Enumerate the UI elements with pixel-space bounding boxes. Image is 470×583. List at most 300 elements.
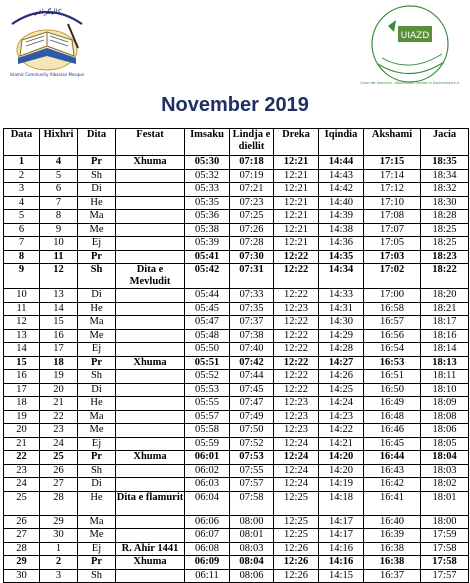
- cell-data: 26: [4, 515, 40, 529]
- cell-dreka: 12:21: [274, 183, 319, 197]
- cell-iqindia: 14:26: [319, 370, 364, 384]
- cell-dita: Sh: [78, 169, 116, 183]
- cell-iqindia: 14:27: [319, 356, 364, 370]
- cell-dreka: 12:25: [274, 491, 319, 515]
- table-row: [4, 156, 469, 170]
- cell-imsaku: 05:32: [185, 169, 230, 183]
- mosque-logo: [4, 2, 90, 84]
- cell-data: 28: [4, 542, 40, 556]
- cell-imsaku: 06:11: [185, 569, 230, 583]
- cell-hixhri: 6: [40, 183, 78, 197]
- cell-akshami: 16:46: [364, 424, 421, 438]
- cell-hixhri: 18: [40, 356, 78, 370]
- cell-dita: Di: [78, 383, 116, 397]
- cell-festat: [116, 250, 185, 264]
- cell-festat: Dita e flamurit: [116, 491, 185, 515]
- cell-akshami: 16:38: [364, 556, 421, 570]
- cell-data: 4: [4, 196, 40, 210]
- cell-jacia: 18:30: [421, 196, 469, 210]
- cell-jacia: 18:09: [421, 397, 469, 411]
- cell-dita: Sh: [78, 264, 116, 289]
- cell-akshami: 16:37: [364, 569, 421, 583]
- cell-festat: [116, 169, 185, 183]
- cell-iqindia: 14:22: [319, 424, 364, 438]
- cell-data: 20: [4, 424, 40, 438]
- cell-data: 22: [4, 451, 40, 465]
- cell-iqindia: 14:44: [319, 156, 364, 170]
- cell-lindja: 07:40: [230, 343, 274, 357]
- cell-lindja: 07:58: [230, 491, 274, 515]
- cell-akshami: 16:58: [364, 302, 421, 316]
- cell-festat: [116, 529, 185, 543]
- cell-hixhri: 23: [40, 424, 78, 438]
- cell-imsaku: 05:42: [185, 264, 230, 289]
- cell-jacia: 18:25: [421, 237, 469, 251]
- cell-dreka: 12:22: [274, 289, 319, 303]
- cell-data: 15: [4, 356, 40, 370]
- svg-text:Islamic Community Albanian Mos: Islamic Community Albanian Mosque: [10, 72, 84, 77]
- cell-akshami: 16:51: [364, 370, 421, 384]
- cell-lindja: 07:52: [230, 437, 274, 451]
- cell-akshami: 17:03: [364, 250, 421, 264]
- cell-festat: [116, 437, 185, 451]
- cell-dita: Me: [78, 529, 116, 543]
- cell-festat: [116, 464, 185, 478]
- table-row: [4, 491, 469, 515]
- cell-data: 7: [4, 237, 40, 251]
- cell-jacia: 18:01: [421, 491, 469, 515]
- cell-data: 8: [4, 250, 40, 264]
- cell-jacia: 18:23: [421, 250, 469, 264]
- cell-imsaku: 05:53: [185, 383, 230, 397]
- cell-festat: [116, 424, 185, 438]
- cell-dreka: 12:22: [274, 383, 319, 397]
- cell-dreka: 12:23: [274, 397, 319, 411]
- cell-jacia: 18:22: [421, 264, 469, 289]
- cell-iqindia: 14:16: [319, 556, 364, 570]
- cell-lindja: 07:35: [230, 302, 274, 316]
- cell-hixhri: 8: [40, 210, 78, 224]
- cell-dita: Ej: [78, 542, 116, 556]
- cell-akshami: 16:45: [364, 437, 421, 451]
- cell-lindja: 07:50: [230, 424, 274, 438]
- column-header-iqindia: Iqindia: [319, 129, 364, 156]
- table-row: [4, 529, 469, 543]
- cell-imsaku: 06:03: [185, 478, 230, 492]
- cell-hixhri: 28: [40, 491, 78, 515]
- cell-jacia: 18:17: [421, 316, 469, 330]
- cell-jacia: 17:58: [421, 556, 469, 570]
- cell-dreka: 12:22: [274, 370, 319, 384]
- cell-imsaku: 05:47: [185, 316, 230, 330]
- cell-data: 19: [4, 410, 40, 424]
- cell-festat: Xhuma: [116, 156, 185, 170]
- svg-text:UIAZD: UIAZD: [400, 31, 430, 41]
- cell-hixhri: 1: [40, 542, 78, 556]
- cell-data: 1: [4, 156, 40, 170]
- cell-imsaku: 05:58: [185, 424, 230, 438]
- cell-jacia: 18:02: [421, 478, 469, 492]
- cell-lindja: 07:25: [230, 210, 274, 224]
- cell-imsaku: 06:09: [185, 556, 230, 570]
- cell-akshami: 17:10: [364, 196, 421, 210]
- cell-hixhri: 19: [40, 370, 78, 384]
- cell-hixhri: 5: [40, 169, 78, 183]
- cell-dita: Sh: [78, 569, 116, 583]
- cell-data: 10: [4, 289, 40, 303]
- cell-iqindia: 14:34: [319, 264, 364, 289]
- cell-lindja: 07:38: [230, 329, 274, 343]
- cell-dita: Pr: [78, 556, 116, 570]
- cell-jacia: 17:58: [421, 542, 469, 556]
- cell-lindja: 08:03: [230, 542, 274, 556]
- cell-jacia: 18:13: [421, 356, 469, 370]
- cell-festat: [116, 569, 185, 583]
- cell-imsaku: 05:48: [185, 329, 230, 343]
- cell-hixhri: 16: [40, 329, 78, 343]
- cell-lindja: 07:21: [230, 183, 274, 197]
- cell-iqindia: 14:24: [319, 397, 364, 411]
- cell-imsaku: 05:35: [185, 196, 230, 210]
- cell-iqindia: 14:39: [319, 210, 364, 224]
- table-row: [4, 250, 469, 264]
- cell-dita: Ej: [78, 237, 116, 251]
- cell-data: 9: [4, 264, 40, 289]
- cell-dita: Pr: [78, 156, 116, 170]
- table-row: [4, 464, 469, 478]
- cell-lindja: 08:06: [230, 569, 274, 583]
- cell-dita: Ej: [78, 437, 116, 451]
- cell-dita: He: [78, 397, 116, 411]
- cell-dreka: 12:26: [274, 556, 319, 570]
- cell-festat: [116, 196, 185, 210]
- cell-dreka: 12:21: [274, 169, 319, 183]
- cell-dreka: 12:21: [274, 156, 319, 170]
- cell-lindja: 07:47: [230, 397, 274, 411]
- cell-jacia: 18:21: [421, 302, 469, 316]
- column-header-akshami: Akshami: [364, 129, 421, 156]
- column-header-data: Data: [4, 129, 40, 156]
- cell-data: 6: [4, 223, 40, 237]
- cell-jacia: 18:34: [421, 169, 469, 183]
- table-row: [4, 383, 469, 397]
- cell-festat: R. Ahir 1441: [116, 542, 185, 556]
- cell-hixhri: 25: [40, 451, 78, 465]
- cell-dreka: 12:21: [274, 237, 319, 251]
- table-row: [4, 196, 469, 210]
- cell-lindja: 07:44: [230, 370, 274, 384]
- cell-hixhri: 29: [40, 515, 78, 529]
- cell-lindja: 07:53: [230, 451, 274, 465]
- cell-imsaku: 06:01: [185, 451, 230, 465]
- cell-jacia: 18:35: [421, 156, 469, 170]
- table-row: [4, 356, 469, 370]
- cell-dita: He: [78, 196, 116, 210]
- cell-dreka: 12:23: [274, 410, 319, 424]
- table-row: [4, 210, 469, 224]
- cell-lindja: 07:31: [230, 264, 274, 289]
- cell-lindja: 07:57: [230, 478, 274, 492]
- cell-jacia: 18:06: [421, 424, 469, 438]
- cell-festat: [116, 478, 185, 492]
- cell-festat: [116, 316, 185, 330]
- cell-akshami: 16:53: [364, 356, 421, 370]
- cell-lindja: 07:33: [230, 289, 274, 303]
- cell-data: 12: [4, 316, 40, 330]
- cell-iqindia: 14:42: [319, 183, 364, 197]
- cell-data: 23: [4, 464, 40, 478]
- cell-festat: [116, 302, 185, 316]
- cell-lindja: 07:19: [230, 169, 274, 183]
- cell-dreka: 12:22: [274, 329, 319, 343]
- cell-akshami: 17:02: [364, 264, 421, 289]
- cell-imsaku: 05:50: [185, 343, 230, 357]
- column-header-dreka: Dreka: [274, 129, 319, 156]
- cell-dita: Di: [78, 478, 116, 492]
- cell-akshami: 17:05: [364, 237, 421, 251]
- cell-dita: He: [78, 302, 116, 316]
- cell-dreka: 12:24: [274, 478, 319, 492]
- table-row: [4, 410, 469, 424]
- cell-iqindia: 14:33: [319, 289, 364, 303]
- cell-dreka: 12:23: [274, 302, 319, 316]
- cell-akshami: 16:39: [364, 529, 421, 543]
- cell-lindja: 07:28: [230, 237, 274, 251]
- cell-dreka: 12:23: [274, 424, 319, 438]
- cell-iqindia: 14:43: [319, 169, 364, 183]
- cell-hixhri: 27: [40, 478, 78, 492]
- cell-festat: Xhuma: [116, 556, 185, 570]
- cell-akshami: 17:15: [364, 156, 421, 170]
- cell-akshami: 16:41: [364, 491, 421, 515]
- svg-text:Union der Islamisch - Albanisc: Union der Islamisch - Albanischen Zentren in Deutschland e.V.: [360, 81, 460, 85]
- cell-dreka: 12:24: [274, 451, 319, 465]
- table-row: [4, 515, 469, 529]
- cell-iqindia: 14:18: [319, 491, 364, 515]
- cell-imsaku: 05:51: [185, 356, 230, 370]
- cell-dita: Me: [78, 223, 116, 237]
- cell-akshami: 16:57: [364, 316, 421, 330]
- cell-dreka: 12:22: [274, 250, 319, 264]
- cell-hixhri: 17: [40, 343, 78, 357]
- column-header-imsaku: Imsaku: [185, 129, 230, 156]
- table-row: [4, 316, 469, 330]
- cell-jacia: 18:25: [421, 223, 469, 237]
- cell-jacia: 18:32: [421, 183, 469, 197]
- cell-iqindia: 14:15: [319, 569, 364, 583]
- cell-data: 13: [4, 329, 40, 343]
- cell-iqindia: 14:16: [319, 542, 364, 556]
- cell-data: 18: [4, 397, 40, 411]
- cell-festat: [116, 383, 185, 397]
- uiazd-logo: [352, 2, 464, 86]
- cell-iqindia: 14:35: [319, 250, 364, 264]
- cell-festat: [116, 329, 185, 343]
- cell-hixhri: 20: [40, 383, 78, 397]
- cell-imsaku: 05:52: [185, 370, 230, 384]
- cell-lindja: 07:23: [230, 196, 274, 210]
- cell-jacia: 18:03: [421, 464, 469, 478]
- cell-data: 30: [4, 569, 40, 583]
- cell-imsaku: 05:38: [185, 223, 230, 237]
- cell-data: 29: [4, 556, 40, 570]
- cell-festat: [116, 183, 185, 197]
- table-row: [4, 237, 469, 251]
- cell-dreka: 12:26: [274, 542, 319, 556]
- cell-dreka: 12:21: [274, 223, 319, 237]
- table-row: [4, 343, 469, 357]
- cell-jacia: 18:20: [421, 289, 469, 303]
- cell-festat: Xhuma: [116, 451, 185, 465]
- cell-iqindia: 14:23: [319, 410, 364, 424]
- cell-dita: Pr: [78, 250, 116, 264]
- cell-dita: Pr: [78, 356, 116, 370]
- cell-festat: [116, 515, 185, 529]
- cell-dreka: 12:24: [274, 437, 319, 451]
- cell-data: 25: [4, 491, 40, 515]
- table-row: [4, 289, 469, 303]
- cell-dreka: 12:22: [274, 356, 319, 370]
- cell-dreka: 12:21: [274, 210, 319, 224]
- cell-lindja: 07:37: [230, 316, 274, 330]
- cell-iqindia: 14:40: [319, 196, 364, 210]
- cell-imsaku: 06:08: [185, 542, 230, 556]
- cell-akshami: 17:00: [364, 289, 421, 303]
- cell-hixhri: 15: [40, 316, 78, 330]
- cell-data: 3: [4, 183, 40, 197]
- prayer-times-table: [3, 128, 469, 583]
- cell-lindja: 08:00: [230, 515, 274, 529]
- cell-akshami: 17:12: [364, 183, 421, 197]
- cell-hixhri: 14: [40, 302, 78, 316]
- cell-dita: Me: [78, 329, 116, 343]
- cell-akshami: 16:42: [364, 478, 421, 492]
- cell-hixhri: 30: [40, 529, 78, 543]
- cell-festat: [116, 223, 185, 237]
- cell-festat: Xhuma: [116, 356, 185, 370]
- page-title: November 2019: [161, 94, 309, 116]
- cell-jacia: 18:05: [421, 437, 469, 451]
- cell-festat: [116, 210, 185, 224]
- cell-jacia: 17:57: [421, 569, 469, 583]
- cell-dita: Sh: [78, 370, 116, 384]
- cell-lindja: 07:49: [230, 410, 274, 424]
- cell-akshami: 17:07: [364, 223, 421, 237]
- cell-dita: Di: [78, 289, 116, 303]
- cell-imsaku: 05:45: [185, 302, 230, 316]
- cell-data: 2: [4, 169, 40, 183]
- cell-data: 16: [4, 370, 40, 384]
- table-header-row: [4, 129, 469, 156]
- cell-lindja: 07:30: [230, 250, 274, 264]
- cell-jacia: 18:11: [421, 370, 469, 384]
- cell-festat: [116, 343, 185, 357]
- cell-hixhri: 4: [40, 156, 78, 170]
- cell-dita: Me: [78, 424, 116, 438]
- cell-iqindia: 14:36: [319, 237, 364, 251]
- cell-hixhri: 13: [40, 289, 78, 303]
- column-header-jacia: Jacia: [421, 129, 469, 156]
- logo-left-calligraphy: ﻛﺎﻟﻴﮕﺮاﻓﻲ: [32, 8, 62, 16]
- cell-imsaku: 05:57: [185, 410, 230, 424]
- cell-iqindia: 14:20: [319, 464, 364, 478]
- cell-festat: [116, 370, 185, 384]
- cell-hixhri: 2: [40, 556, 78, 570]
- cell-iqindia: 14:17: [319, 515, 364, 529]
- cell-jacia: 18:10: [421, 383, 469, 397]
- cell-festat: Dita e Mevludit: [116, 264, 185, 289]
- table-row: [4, 569, 469, 583]
- cell-imsaku: 06:07: [185, 529, 230, 543]
- cell-hixhri: 3: [40, 569, 78, 583]
- cell-jacia: 18:04: [421, 451, 469, 465]
- cell-hixhri: 21: [40, 397, 78, 411]
- cell-imsaku: 06:06: [185, 515, 230, 529]
- cell-dreka: 12:26: [274, 569, 319, 583]
- cell-iqindia: 14:31: [319, 302, 364, 316]
- table-row: [4, 451, 469, 465]
- table-row: [4, 424, 469, 438]
- table-row: [4, 264, 469, 289]
- cell-akshami: 17:08: [364, 210, 421, 224]
- cell-akshami: 16:43: [364, 464, 421, 478]
- cell-imsaku: 05:59: [185, 437, 230, 451]
- cell-akshami: 17:14: [364, 169, 421, 183]
- cell-akshami: 16:40: [364, 515, 421, 529]
- cell-jacia: 17:59: [421, 529, 469, 543]
- cell-akshami: 16:54: [364, 343, 421, 357]
- cell-hixhri: 10: [40, 237, 78, 251]
- cell-data: 24: [4, 478, 40, 492]
- cell-imsaku: 05:44: [185, 289, 230, 303]
- cell-jacia: 18:14: [421, 343, 469, 357]
- table-row: [4, 329, 469, 343]
- cell-jacia: 18:08: [421, 410, 469, 424]
- table-row: [4, 223, 469, 237]
- cell-dreka: 12:25: [274, 529, 319, 543]
- cell-festat: [116, 397, 185, 411]
- cell-data: 5: [4, 210, 40, 224]
- table-row: [4, 397, 469, 411]
- cell-imsaku: 05:36: [185, 210, 230, 224]
- column-header-hixhri: Hixhri: [40, 129, 78, 156]
- cell-data: 14: [4, 343, 40, 357]
- cell-hixhri: 11: [40, 250, 78, 264]
- cell-lindja: 08:04: [230, 556, 274, 570]
- cell-dita: Ej: [78, 343, 116, 357]
- table-row: [4, 169, 469, 183]
- cell-dreka: 12:24: [274, 464, 319, 478]
- cell-akshami: 16:44: [364, 451, 421, 465]
- cell-lindja: 07:18: [230, 156, 274, 170]
- table-row: [4, 556, 469, 570]
- cell-iqindia: 14:28: [319, 343, 364, 357]
- table-row: [4, 183, 469, 197]
- cell-dita: He: [78, 491, 116, 515]
- cell-iqindia: 14:29: [319, 329, 364, 343]
- cell-data: 27: [4, 529, 40, 543]
- table-row: [4, 437, 469, 451]
- cell-lindja: 08:01: [230, 529, 274, 543]
- cell-akshami: 16:48: [364, 410, 421, 424]
- cell-imsaku: 06:04: [185, 491, 230, 515]
- table-row: [4, 370, 469, 384]
- cell-dita: Di: [78, 183, 116, 197]
- cell-festat: [116, 237, 185, 251]
- column-header-lindja: Lindja e diellit: [230, 129, 274, 156]
- cell-dita: Sh: [78, 464, 116, 478]
- cell-data: 11: [4, 302, 40, 316]
